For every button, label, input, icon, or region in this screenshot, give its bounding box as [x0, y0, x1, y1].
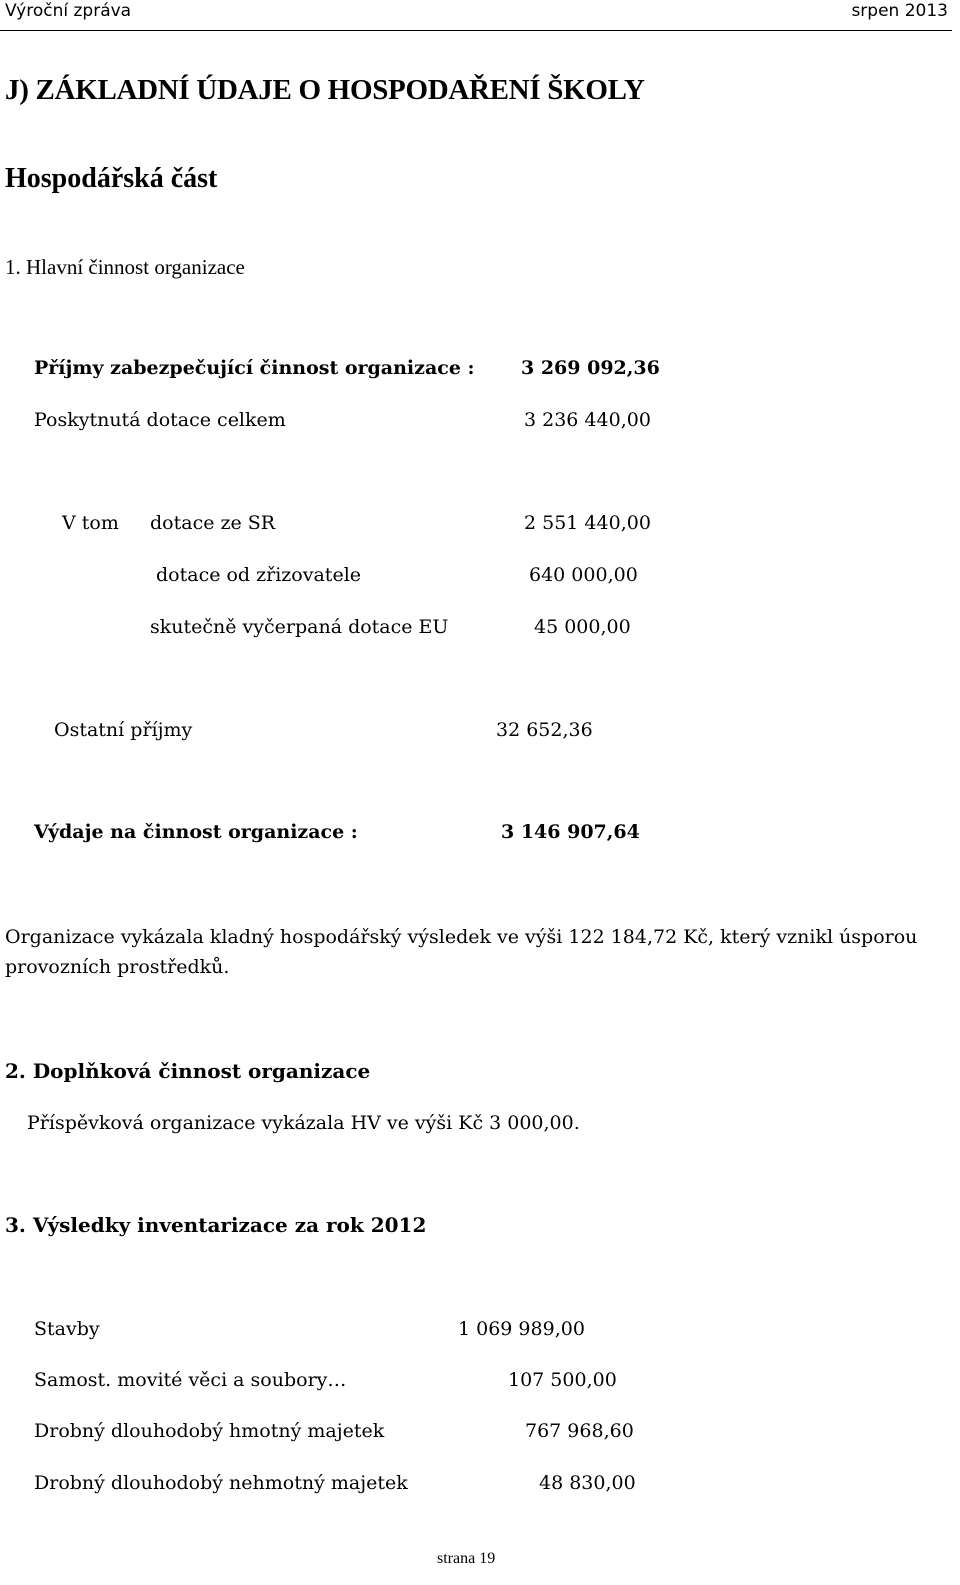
other-income-label: Ostatní příjmy — [54, 719, 193, 741]
of-which-label: V tom — [62, 512, 119, 534]
section2-heading: 2. Doplňková činnost organizace — [5, 1059, 371, 1083]
inventory-label: Drobný dlouhodobý hmotný majetek — [34, 1420, 385, 1442]
subsidy-label: Poskytnutá dotace celkem — [34, 409, 286, 431]
expenses-value: 3 146 907,64 — [501, 821, 640, 843]
section3-heading: 3. Výsledky inventarizace za rok 2012 — [5, 1213, 427, 1237]
inventory-label: Stavby — [34, 1318, 100, 1340]
section-subtitle: Hospodářská část — [5, 163, 218, 194]
expenses-label: Výdaje na činnost organizace : — [34, 821, 358, 843]
subsidy-value: 3 236 440,00 — [524, 409, 651, 431]
other-income-value: 32 652,36 — [496, 719, 593, 741]
income-label: Příjmy zabezpečující činnost organizace : — [34, 357, 475, 379]
eu-subsidy-value: 45 000,00 — [534, 616, 631, 638]
inventory-value: 107 500,00 — [508, 1369, 617, 1391]
header-doc-title: Výroční zpráva — [5, 1, 132, 21]
founder-subsidy-value: 640 000,00 — [529, 564, 638, 586]
result-paragraph: Organizace vykázala kladný hospodářský výsledek ve výši 122 184,72 Kč, který vznikl úsporou provozních prostředků. — [5, 926, 918, 978]
header-date: srpen 2013 — [851, 1, 948, 21]
income-value: 3 269 092,36 — [521, 357, 660, 379]
page-number: strana 19 — [437, 1550, 496, 1567]
eu-subsidy-label: skutečně vyčerpaná dotace EU — [150, 616, 449, 638]
section1-heading: 1. Hlavní činnost organizace — [5, 255, 245, 279]
inventory-label: Drobný dlouhodobý nehmotný majetek — [34, 1472, 408, 1494]
inventory-value: 767 968,60 — [525, 1420, 634, 1442]
section2-text: Příspěvková organizace vykázala HV ve výši Kč 3 000,00. — [27, 1112, 580, 1134]
sr-subsidy-value: 2 551 440,00 — [524, 512, 651, 534]
sr-subsidy-label: dotace ze SR — [150, 512, 276, 534]
page-title: J) ZÁKLADNÍ ÚDAJE O HOSPODAŘENÍ ŠKOLY — [5, 74, 645, 106]
inventory-value: 1 069 989,00 — [458, 1318, 585, 1340]
inventory-value: 48 830,00 — [539, 1472, 636, 1494]
header-divider — [0, 30, 952, 31]
founder-subsidy-label: dotace od zřizovatele — [156, 564, 362, 586]
inventory-label: Samost. movité věci a soubory… — [34, 1369, 347, 1391]
